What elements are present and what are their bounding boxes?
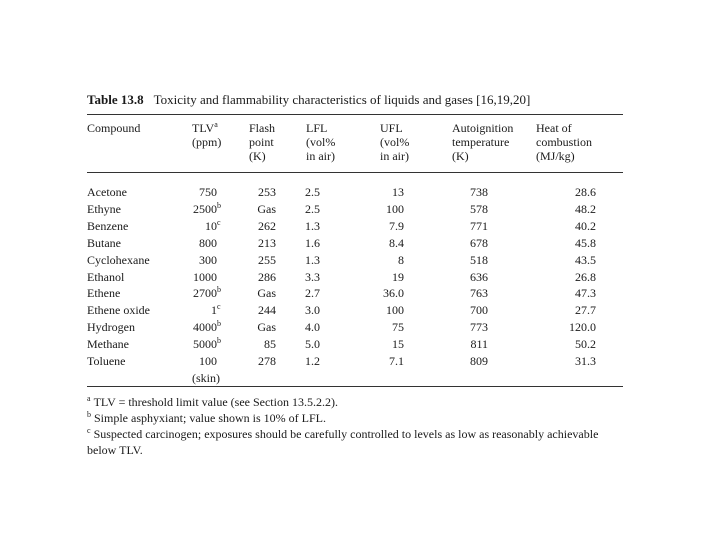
table-cell-lfl: 3.3 [305, 269, 320, 284]
table-cell-ufl: 100 [386, 201, 404, 216]
table-cell-tlv: 800 [199, 235, 217, 250]
table-cell-heat: 31.3 [575, 354, 596, 368]
table-cell-auto: 678 [470, 235, 488, 250]
table-cell-ufl: 8 [398, 252, 404, 267]
table-cell-lfl: 4.0 [305, 320, 320, 335]
table-cell-ufl: 36.0 [383, 286, 404, 301]
table-cell-ufl: 15 [392, 337, 404, 352]
header-lfl: LFL (vol% in air) [306, 121, 336, 163]
table-cell-flash: 253 [258, 185, 276, 199]
table-cell-flash: 262 [258, 218, 276, 233]
table-cell-auto: 578 [470, 201, 488, 216]
table-cell-tlv: 1$^c$ [211, 302, 221, 318]
table-caption [87, 92, 530, 108]
table-cell-heat: 48.2 [575, 201, 596, 216]
table-cell-tlv: 5000$^b$ [193, 336, 221, 352]
table-cell-heat: 45.8 [575, 235, 596, 250]
table-cell-heat: 27.7 [575, 303, 596, 318]
table-cell-tlv: 2500$^b$ [193, 200, 221, 216]
table-cell-lfl: 1.3 [305, 252, 320, 267]
header-ufl: UFL (vol% in air) [380, 121, 410, 163]
table-cell-heat: 40.2 [575, 218, 596, 233]
table-cell-lfl: 1.6 [305, 235, 320, 250]
table-cell-auto: 738 [470, 185, 488, 199]
header-tlv-footnote-mark: a [214, 120, 218, 129]
header-flash-point: Flash point (K) [249, 121, 276, 163]
table-cell-lfl: 1.2 [305, 354, 320, 368]
table-cell-auto: 811 [470, 337, 488, 352]
table-cell-heat: 28.6 [575, 185, 596, 199]
table-cell-auto: 763 [470, 286, 488, 301]
table-cell-auto: 771 [470, 218, 488, 233]
table-title: Toxicity and flammability characteristics of liquids and gases [16,19,20] [153, 92, 531, 107]
table-cell-ufl: 19 [392, 269, 404, 284]
footnote-b: $^b$ Simple asphyxiant; value shown is 10% of LFL. [87, 410, 326, 425]
table-cell-ufl: 8.4 [389, 235, 404, 250]
table-cell-tlv: 750 [199, 185, 217, 199]
table-cell-heat: 120.0 [569, 320, 596, 335]
table-cell-compound: Toluene [87, 354, 126, 368]
header-compound: Compound [87, 121, 141, 135]
header-heat-of-combustion: Heat of combustion (MJ/kg) [536, 121, 592, 163]
table-cell-flash: 213 [258, 235, 276, 250]
table-cell-lfl: 1.3 [305, 218, 320, 233]
table-cell-compound: Benzene [87, 218, 129, 233]
table-cell-auto: 518 [470, 252, 488, 267]
table-cell-heat: 47.3 [575, 286, 596, 301]
table-cell-compound: Ethyne [87, 201, 121, 216]
table-cell-compound: Ethene [87, 286, 121, 301]
table-cell-compound: Butane [87, 235, 121, 250]
table-cell-lfl: 2.5 [305, 185, 320, 199]
table-cell-flash: 244 [258, 303, 276, 318]
table-cell-tlv: 2700$^b$ [193, 285, 221, 301]
table-cell-auto: 636 [470, 269, 488, 284]
header-autoignition: Autoignition temperature (K) [452, 121, 514, 163]
table-cell-flash: Gas [257, 320, 276, 335]
top-rule [87, 114, 623, 115]
table-cell-heat: 26.8 [575, 269, 596, 284]
table-cell-ufl: 7.9 [389, 218, 404, 233]
table-cell-heat: 43.5 [575, 252, 596, 267]
table-cell-compound: Ethene oxide [87, 303, 150, 318]
table-cell-lfl: 5.0 [305, 337, 320, 352]
table-cell-lfl: 2.7 [305, 286, 320, 301]
header-rule [87, 172, 623, 173]
table-cell-ufl: 75 [392, 320, 404, 335]
table-cell-auto: 809 [470, 354, 488, 368]
table-cell-lfl: 3.0 [305, 303, 320, 318]
toluene-skin-note: (skin) [192, 370, 220, 385]
table-cell-heat: 50.2 [575, 337, 596, 352]
table-cell-ufl: 13 [392, 185, 404, 199]
table-cell-auto: 773 [470, 320, 488, 335]
table-cell-flash: 85 [264, 337, 276, 352]
table-cell-ufl: 7.1 [389, 354, 404, 368]
table-cell-compound: Acetone [87, 185, 127, 199]
table-cell-auto: 700 [470, 303, 488, 318]
table-cell-flash: Gas [257, 201, 276, 216]
table-cell-ufl: 100 [386, 303, 404, 318]
table-cell-tlv: 1000 [193, 269, 217, 284]
footnote-c: $^c$ Suspected carcinogen; exposures should be carefully controlled to levels as low as reasonably achievable below TLV. [87, 426, 599, 457]
table-cell-flash: 286 [258, 269, 276, 284]
table-cell-lfl: 2.5 [305, 201, 320, 216]
table-cell-compound: Ethanol [87, 269, 125, 284]
table-cell-tlv: 10$^c$ [205, 217, 221, 233]
table-cell-tlv: 100 [199, 354, 217, 368]
table-cell-flash: 255 [258, 252, 276, 267]
footnote-a: $^a$ TLV = threshold limit value (see Section 13.5.2.2). [87, 394, 338, 409]
table-cell-compound: Cyclohexane [87, 252, 150, 267]
bottom-rule [87, 386, 623, 387]
header-tlv: TLV$^a$ (ppm) [192, 120, 222, 149]
table-number: Table 13.8 [87, 92, 144, 107]
table-cell-tlv: 300 [199, 252, 217, 267]
table-cell-tlv: 4000$^b$ [193, 319, 221, 335]
table-cell-flash: 278 [258, 354, 276, 368]
table-cell-flash: Gas [257, 286, 276, 301]
table-cell-compound: Hydrogen [87, 320, 135, 335]
table-cell-compound: Methane [87, 337, 129, 352]
